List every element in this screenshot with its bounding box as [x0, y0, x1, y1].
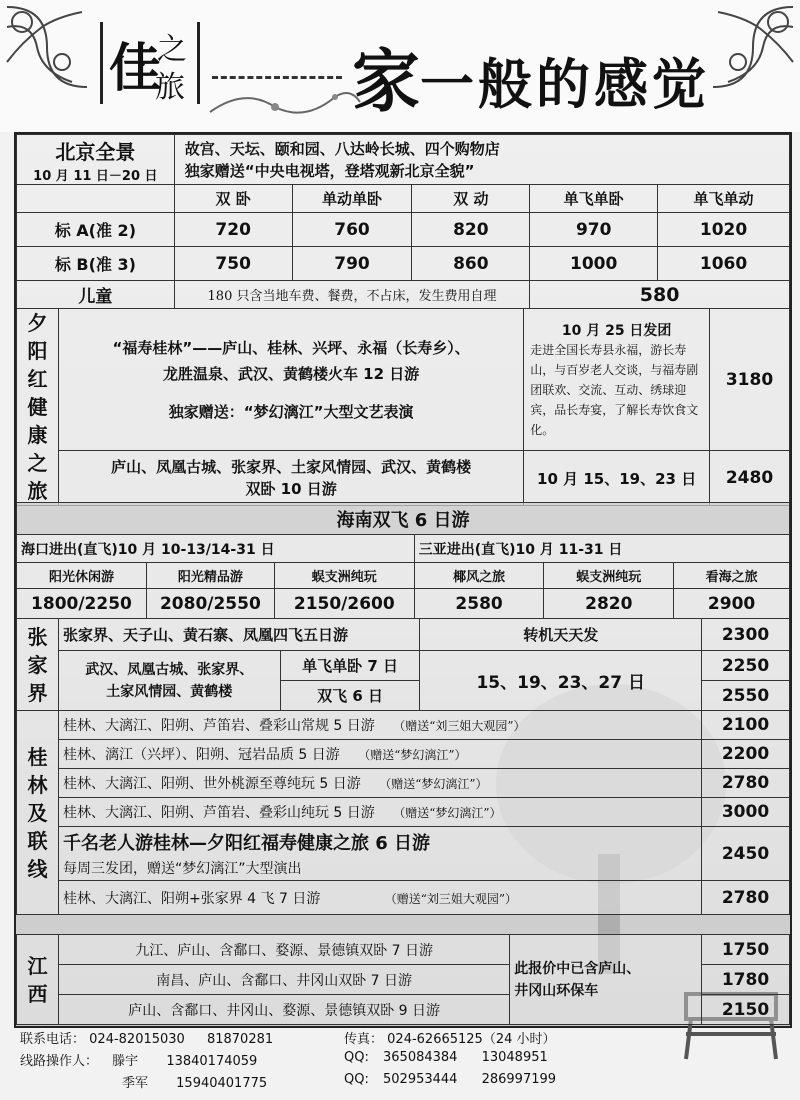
product-name: 阳光精品游 — [146, 563, 274, 589]
tour-mode: 单飞单卧 7 日 — [280, 651, 420, 681]
hainan-table — [16, 502, 790, 619]
guilin-table — [16, 710, 790, 915]
beijing-gift: 独家赠送“中央电视塔，登塔观新北京全貌” — [184, 161, 475, 180]
special-tour-subtitle: 每周三发团，赠送“梦幻漓江”大型演出 — [58, 857, 701, 881]
jiangxi-side-label: 江 西 — [17, 935, 59, 1025]
price-cell: 1750 — [702, 935, 790, 965]
price-cell: 2250 — [702, 651, 790, 681]
price-cell: 2480 — [710, 451, 790, 506]
child-note: 180 只含当地车费、餐费，不占床，发生费用自理 — [174, 281, 530, 309]
table-row — [58, 740, 701, 769]
operator-line — [20, 1050, 257, 1069]
slogan-text: 一般的感觉 — [420, 52, 710, 116]
tour-date: 10 月 15、19、23 日 — [524, 451, 710, 506]
tour-route: 九江、庐山、含鄱口、婺源、景德镇双卧 7 日游 — [58, 935, 509, 965]
price-cell: 2820 — [544, 589, 674, 619]
column-header: 双 动 — [412, 185, 530, 213]
price-cell: 790 — [292, 247, 412, 281]
price-cell: 2150/2600 — [274, 589, 414, 619]
zhangjiajie-table — [16, 618, 790, 711]
qq-line — [344, 1072, 556, 1087]
child-price: 580 — [530, 281, 790, 309]
tour-note: 转机天天发 — [420, 619, 702, 651]
tour-route: 桂林、大漓江、阳朔、芦笛岩、叠彩山常规 5 日游 — [62, 718, 375, 734]
qq-line — [344, 1050, 548, 1065]
phone-number: 024-82015030 — [89, 1032, 185, 1047]
price-cell: 3180 — [710, 309, 790, 451]
tour-route: 庐山、含鄱口、井冈山、婺源、景德镇双卧 9 日游 — [58, 995, 509, 1025]
tour-date: 10 月 25 日发团 — [561, 322, 672, 339]
table-row — [17, 213, 790, 247]
header — [0, 0, 800, 132]
price-cell: 2100 — [702, 711, 790, 740]
phone-line — [20, 1028, 273, 1047]
tour-mode: 双飞 6 日 — [280, 681, 420, 711]
price-cell: 760 — [292, 213, 412, 247]
jiangxi-table — [16, 934, 790, 1025]
hainan-haikou: 海口进出(直飞)10 月 10-13/14-31 日 — [17, 535, 415, 563]
price-cell: 750 — [174, 247, 292, 281]
price-cell: 1060 — [658, 247, 790, 281]
table-row — [17, 281, 790, 309]
table-row — [17, 247, 790, 281]
sunset-table — [16, 308, 790, 506]
row-label: 标 A(准 2) — [17, 213, 175, 247]
beijing-title: 北京全景 — [55, 139, 136, 164]
operator-name: 季军 — [122, 1076, 149, 1091]
tour-gift: （赠送“梦幻漓江”） — [393, 806, 502, 820]
special-tour-title: 千名老人游桂林—夕阳红福寿健康之旅 6 日游 — [58, 827, 701, 857]
logo-char: 旅 — [155, 70, 185, 105]
product-name: 椰风之旅 — [414, 563, 544, 589]
price-cell: 860 — [412, 247, 530, 281]
corner-ornament-icon — [708, 2, 798, 92]
jiangxi-note: 井冈山环保车 — [514, 982, 599, 999]
price-cell: 1780 — [702, 965, 790, 995]
price-cell: 1800/2250 — [17, 589, 147, 619]
brand-logo — [100, 22, 200, 104]
hainan-sanya: 三亚进出(直飞)10 月 11-31 日 — [414, 535, 789, 563]
tour-route: 龙胜温泉、武汉、黄鹤楼火车 12 日游 — [162, 364, 420, 383]
row-label: 标 B(准 3) — [17, 247, 175, 281]
table-row — [58, 881, 701, 915]
jiangxi-note: 此报价中已含庐山、 — [514, 960, 641, 977]
tour-route: “福寿桂林”——庐山、桂林、兴坪、永福（长寿乡）、 — [112, 338, 470, 357]
table-row — [58, 711, 701, 740]
tour-route: 桂林、大漓江、阳朔、芦笛岩、叠彩山纯玩 5 日游 — [62, 805, 375, 821]
operator-name: 滕宇 — [112, 1054, 139, 1069]
sunset-side-label: 夕 阳 红 健 康 之 旅 — [17, 309, 59, 506]
fax-line — [344, 1028, 556, 1047]
fax-number: 024-62665125（24 小时） — [387, 1032, 556, 1047]
tour-route: 南昌、庐山、含鄱口、井冈山双卧 7 日游 — [58, 965, 509, 995]
tour-route: 桂林、漓江（兴坪）、阳朔、冠岩品质 5 日游 — [62, 747, 340, 763]
phone-label: 联系电话： — [20, 1032, 86, 1047]
qq-label: QQ: — [344, 1050, 369, 1065]
tour-description: 走进全国长寿县永福，游长寿山，与百岁老人交谈，与福寿剧团联欢、交流、互动、绣球迎宾，品长寿宴，了解长寿饮食文化。 — [530, 342, 699, 437]
blank-cell — [17, 185, 175, 213]
logo-char: 佳 — [109, 38, 162, 99]
beijing-dates: 10 月 11 日－20 日 — [33, 168, 158, 184]
tour-route: 张家界、天子山、黄石寨、凤凰四飞五日游 — [58, 619, 419, 651]
tour-route: 桂林、大漓江、阳朔、世外桃源至尊纯玩 5 日游 — [62, 776, 361, 792]
beijing-table — [16, 134, 790, 309]
zhangjiajie-side-label: 张 家 界 — [17, 619, 59, 711]
price-cell: 970 — [530, 213, 658, 247]
price-cell: 2150 — [702, 995, 790, 1025]
product-name: 蜈支洲纯玩 — [544, 563, 674, 589]
tour-route: 武汉、凤凰古城、张家界、 — [85, 661, 254, 678]
price-cell: 2580 — [414, 589, 544, 619]
child-label: 儿童 — [17, 281, 175, 309]
product-name: 蜈支洲纯玩 — [274, 563, 414, 589]
price-list — [14, 132, 792, 1028]
table-row — [58, 769, 701, 798]
fax-label: 传真： — [344, 1032, 384, 1047]
tour-gift: （赠送“刘三姐大观园”） — [384, 891, 518, 906]
beijing-route: 故宫、天坛、颐和园、八达岭长城、四个购物店 — [184, 139, 500, 158]
price-cell: 820 — [412, 213, 530, 247]
price-cell: 2450 — [702, 827, 790, 881]
beijing-title-cell — [17, 135, 175, 185]
corner-ornament-icon — [2, 2, 92, 92]
guilin-side-label: 桂 林 及 联 线 — [17, 711, 59, 915]
price-cell: 2300 — [702, 619, 790, 651]
price-cell: 1020 — [658, 213, 790, 247]
column-header: 单飞单动 — [658, 185, 790, 213]
product-name: 看海之旅 — [674, 563, 790, 589]
tour-gift: （赠送“梦幻漓江”） — [358, 748, 467, 762]
tour-route: 土家风情园、黄鹤楼 — [106, 683, 233, 700]
price-cell: 2550 — [702, 681, 790, 711]
price-cell: 720 — [174, 213, 292, 247]
tour-gift: 独家赠送：“梦幻漓江”大型文艺表演 — [168, 402, 414, 421]
qq-number: 286997199 — [481, 1072, 557, 1087]
price-cell: 2200 — [702, 740, 790, 769]
phone-number: 81870281 — [206, 1032, 274, 1047]
tour-gift: （赠送“刘三姐大观园”） — [393, 719, 526, 733]
qq-number: 365084384 — [383, 1050, 458, 1065]
qq-number: 502953444 — [383, 1072, 458, 1087]
hainan-title: 海南双飞 6 日游 — [17, 503, 790, 535]
product-name: 阳光休闲游 — [17, 563, 147, 589]
logo-char: 之 — [157, 32, 187, 67]
table-row — [58, 798, 701, 827]
operator-phone: 13840174059 — [166, 1054, 258, 1069]
dash-divider — [212, 76, 342, 79]
tour-gift: （赠送“梦幻漓江”） — [379, 777, 488, 791]
tour-route: 桂林、大漓江、阳朔+张家界 4 飞 7 日游 — [62, 890, 321, 907]
qq-label: QQ: — [344, 1072, 369, 1087]
tour-route: 庐山、凤凰古城、张家界、土家风情园、武汉、黄鹤楼 — [111, 458, 472, 477]
column-header: 单飞单卧 — [530, 185, 658, 213]
price-cell: 2780 — [702, 881, 790, 915]
operator-line — [122, 1072, 267, 1091]
operator-phone: 15940401775 — [176, 1076, 268, 1091]
tour-route: 双卧 10 日游 — [245, 480, 337, 499]
operator-label: 线路操作人： — [20, 1054, 99, 1069]
price-cell: 3000 — [702, 798, 790, 827]
slogan-first-char: 家 — [352, 42, 421, 122]
column-header: 双 卧 — [174, 185, 292, 213]
price-cell: 2780 — [702, 769, 790, 798]
column-header: 单动单卧 — [292, 185, 412, 213]
swirl-ornament-icon — [205, 82, 365, 122]
price-cell: 2080/2550 — [146, 589, 274, 619]
tour-dates: 15、19、23、27 日 — [420, 651, 702, 711]
price-cell: 1000 — [530, 247, 658, 281]
contact-footer — [14, 1026, 792, 1098]
qq-number: 13048951 — [481, 1050, 548, 1065]
price-cell: 2900 — [674, 589, 790, 619]
